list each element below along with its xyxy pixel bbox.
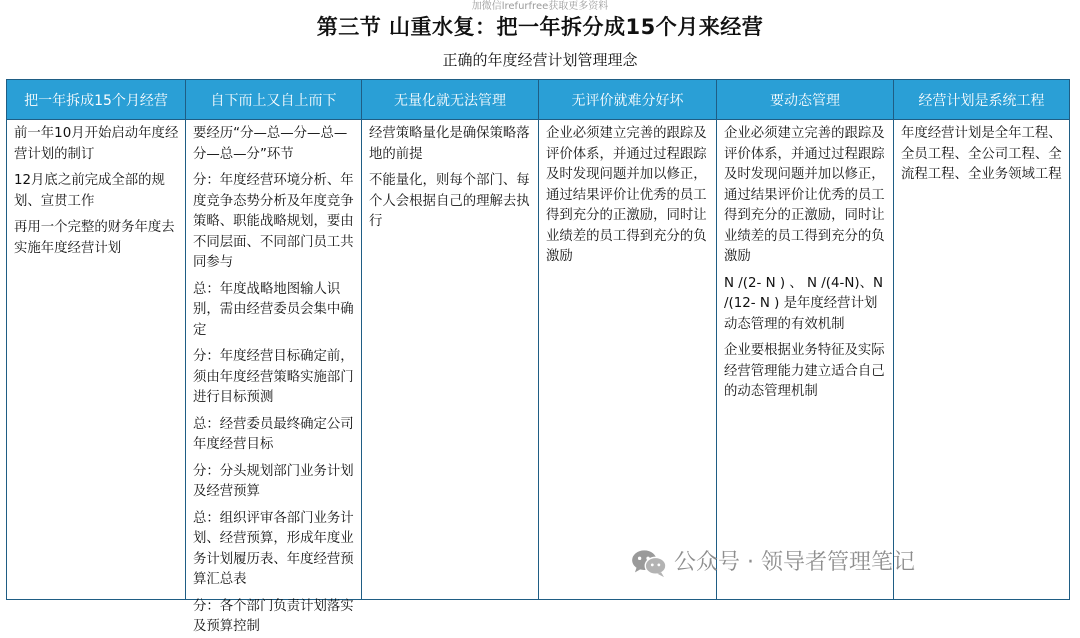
column-body [362,120,538,233]
column-paragraph: 企业要根据业务特征及实际经营管理能力建立适合自己的动态管理机制 [724,343,885,399]
column-dynamic-management [716,79,893,600]
column-body [7,120,185,259]
column-body [894,120,1069,186]
column-quantify [361,79,538,600]
column-paragraph: 分：年度经营环境分析、年度竞争态势分析及年度竞争策略、职能战略规划，要由不同层面、不同部门员工共同参与 [193,173,354,270]
concept-columns [6,79,1070,634]
column-15-months [6,79,185,600]
column-paragraph: 分：年度经营目标确定前，须由年度经营策略实施部门进行目标预测 [193,349,354,405]
column-paragraph: 经营策略量化是确保策略落地的前提 [369,126,530,162]
column-paragraph: 分：各个部门负责计划落实及预算控制 [193,598,354,634]
column-header: 经营计划是系统工程 [894,80,1069,120]
top-watermark: 加微信lrefurfree获取更多资料 [471,1,609,12]
column-paragraph: 12月底之前完成全部的规划、宣贯工作 [14,173,165,209]
column-header: 无评价就难分好坏 [539,80,716,120]
column-body [717,120,893,403]
column-paragraph: 企业必须建立完善的跟踪及评价体系，并通过过程跟踪及时发现问题并加以修正，通过结果评价让优秀的员工得到充分的正激励，同时让业绩差的员工得到充分的负激励 [724,126,885,264]
column-paragraph: 分：分头规划部门业务计划及经营预算 [193,463,354,499]
column-paragraph: 总：组织评审各部门业务计划、经营预算，形成年度业务计划履历表、年度经营预算汇总表 [193,510,354,587]
page-subtitle: 正确的年度经营计划管理理念 [442,51,638,69]
column-header: 把一年拆成15个月经营 [7,80,185,120]
column-body [539,120,716,268]
column-top-down-bottom-up [185,79,361,634]
column-paragraph: 再用一个完整的财务年度去实施年度经营计划 [14,220,175,256]
column-evaluate [538,79,716,600]
column-system-engineering [893,79,1070,600]
column-paragraph: 总：年度战略地图输人识别，需由经营委员会集中确定 [193,281,354,338]
column-header: 自下而上又自上而下 [186,80,361,120]
column-paragraph: N /(2- N ) 、 N /(4-N)、N /(12- N ) 是年度经营计划动态管理的有效机制 [724,275,884,332]
column-paragraph: 总：经营委员最终确定公司年度经营目标 [193,416,354,452]
footer-watermark-text: 公众号 · 领导者管理笔记 [674,550,915,575]
wechat-icon [630,548,668,578]
column-paragraph: 企业必须建立完善的跟踪及评价体系，并通过过程跟踪及时发现问题并加以修正，通过结果评价让优秀的员工得到充分的正激励，同时让业绩差的员工得到充分的负激励 [546,126,707,264]
column-paragraph: 前一年10月开始启动年度经营计划的制订 [14,126,179,162]
column-paragraph: 年度经营计划是全年工程、全员工程、全公司工程、全流程工程、全业务领域工程 [901,126,1062,182]
column-body [186,120,361,638]
page-title: 第三节 山重水复：把一年拆分成15个月来经营 [316,15,764,39]
column-paragraph: 要经历“分—总—分—总—分—总—分”环节 [193,126,348,162]
column-header: 要动态管理 [717,80,893,120]
footer-watermark [630,546,915,580]
column-paragraph: 不能量化，则每个部门、每个人会根据自己的理解去执行 [369,173,530,229]
column-header: 无量化就无法管理 [362,80,538,120]
